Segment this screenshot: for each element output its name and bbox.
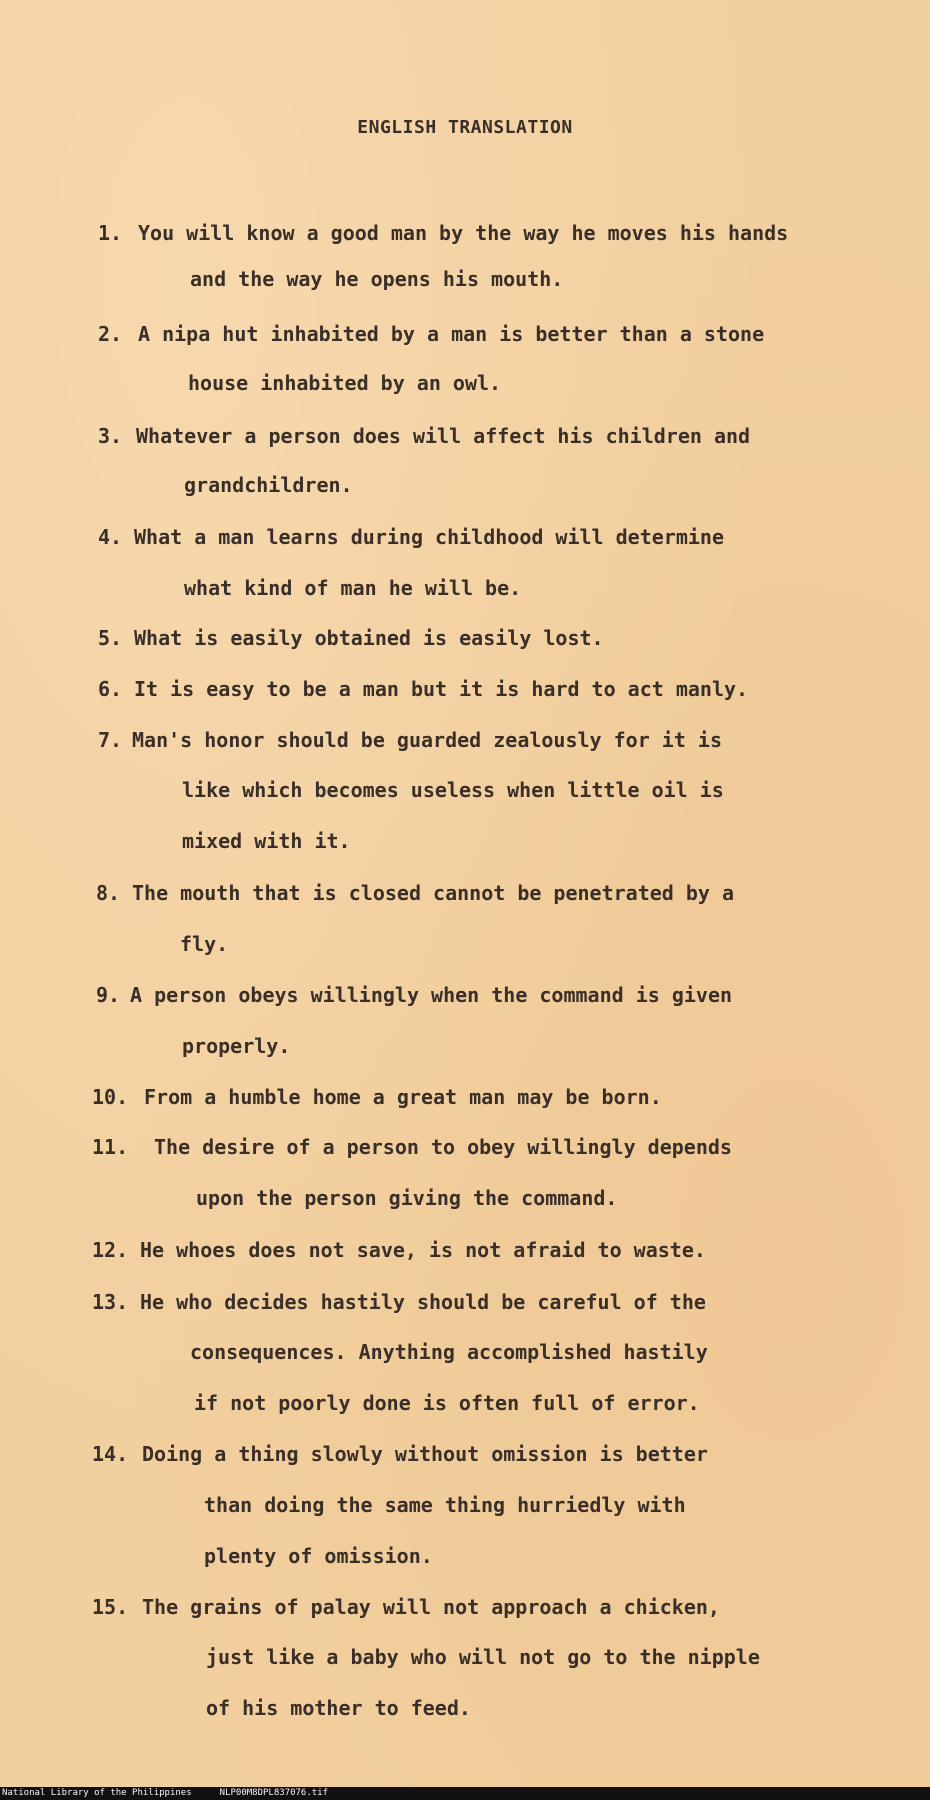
item-line: What a man learns during childhood will determine — [134, 525, 725, 549]
item-line: What is easily obtained is easily lost. — [134, 626, 604, 650]
item-line: It is easy to be a man but it is hard to act manly. — [134, 677, 749, 701]
item-line: consequences. Anything accomplished hastily — [190, 1340, 708, 1364]
item-number: 9. — [96, 983, 121, 1007]
scan-footer — [0, 1787, 930, 1800]
item-number: 3. — [98, 424, 123, 448]
file-name: NLP00M8DPL837076.tif — [219, 1788, 329, 1798]
item-line: Whatever a person does will affect his children and — [136, 424, 751, 448]
item-line: than doing the same thing hurriedly with — [204, 1493, 686, 1517]
item-line: He who decides hastily should be careful of the — [140, 1290, 706, 1314]
item-number: 6. — [98, 677, 123, 701]
item-line: like which becomes useless when little oil is — [182, 778, 724, 802]
item-line: A nipa hut inhabited by a man is better than a stone — [138, 322, 765, 346]
item-number: 11. — [92, 1135, 129, 1159]
library-name: National Library of the Philippines — [2, 1788, 192, 1798]
item-line: and the way he opens his mouth. — [190, 267, 564, 291]
item-number: 7. — [98, 728, 123, 752]
item-number: 1. — [98, 221, 123, 245]
item-number: 15. — [92, 1595, 129, 1619]
item-number: 14. — [92, 1442, 129, 1466]
item-number: 13. — [92, 1290, 129, 1314]
item-line: He whoes does not save, is not afraid to waste. — [140, 1238, 706, 1262]
item-line: house inhabited by an owl. — [188, 371, 502, 395]
item-line: From a humble home a great man may be born. — [144, 1085, 662, 1109]
item-number: 10. — [92, 1085, 129, 1109]
item-line: The grains of palay will not approach a chicken, — [142, 1595, 720, 1619]
item-number: 8. — [96, 881, 121, 905]
item-number: 4. — [98, 525, 123, 549]
item-line: You will know a good man by the way he moves his hands — [138, 221, 789, 245]
document-title: ENGLISH TRANSLATION — [357, 117, 573, 138]
item-line: The desire of a person to obey willingly depends — [154, 1135, 732, 1159]
item-line: fly. — [180, 932, 229, 956]
item-line: of his mother to feed. — [206, 1696, 471, 1720]
item-line: if not poorly done is often full of error. — [194, 1391, 700, 1415]
item-line: upon the person giving the command. — [196, 1186, 618, 1210]
item-line: just like a baby who will not go to the nipple — [206, 1645, 760, 1669]
item-line: The mouth that is closed cannot be penetrated by a — [132, 881, 735, 905]
item-number: 5. — [98, 626, 123, 650]
item-line: Man's honor should be guarded zealously for it is — [132, 728, 723, 752]
item-line: A person obeys willingly when the command is given — [130, 983, 733, 1007]
item-line: grandchildren. — [184, 473, 353, 497]
item-line: properly. — [182, 1034, 291, 1058]
item-line: mixed with it. — [182, 829, 351, 853]
item-line: what kind of man he will be. — [184, 576, 522, 600]
item-line: Doing a thing slowly without omission is better — [142, 1442, 708, 1466]
item-number: 12. — [92, 1238, 129, 1262]
item-line: plenty of omission. — [204, 1544, 433, 1568]
item-number: 2. — [98, 322, 123, 346]
